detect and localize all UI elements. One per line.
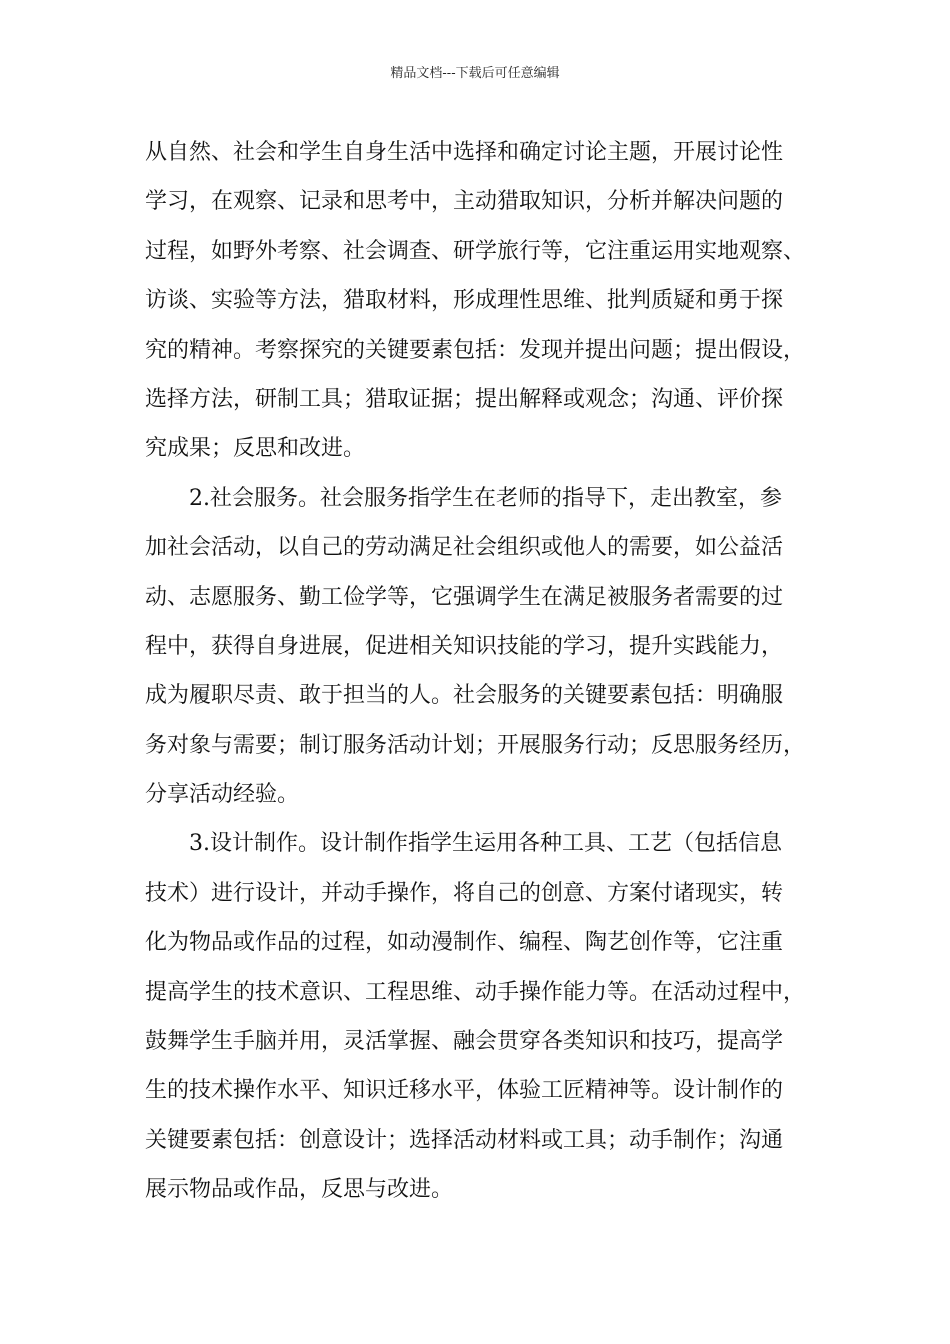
paragraph-first-line: 2.社会服务。社会服务指学生在老师的指导下，走出教室，参 — [189, 485, 782, 511]
text-line: 过程，如野外考察、社会调查、研学旅行等，它注重运用实地观察、 — [145, 238, 806, 264]
text-line: 程中，获得自身进展，促进相关知识技能的学习，提升实践能力， — [145, 633, 784, 659]
text-line: 从自然、社会和学生自身生活中选择和确定讨论主题，开展讨论性 — [145, 140, 784, 165]
document-body — [145, 128, 815, 1215]
text-line: 技术）进行设计，并动手操作，将自己的创意、方案付诸现实，转 — [145, 880, 784, 906]
text-line: 究成果；反思和改进。 — [145, 436, 366, 462]
text-line: 究的精神。考察探究的关键要素包括：发现并提出问题；提出假设， — [145, 337, 806, 363]
paragraph-social-service — [145, 474, 815, 820]
paragraph-design-making — [145, 819, 815, 1214]
text-line: 鼓舞学生手脑并用，灵活掌握、融会贯穿各类知识和技巧，提高学 — [145, 1029, 784, 1055]
text-line: 化为物品或作品的过程，如动漫制作、编程、陶艺创作等，它注重 — [145, 930, 784, 956]
text-line: 选择方法，研制工具；猎取证据；提出解释或观念；沟通、评价探 — [145, 386, 784, 412]
text-line: 学习，在观察、记录和思考中，主动猎取知识，分析并解决问题的 — [145, 189, 784, 215]
text-line: 关键要素包括：创意设计；选择活动材料或工具；动手制作；沟通 — [145, 1127, 784, 1153]
text-line: 展示物品或作品，反思与改进。 — [145, 1177, 454, 1203]
text-line: 务对象与需要；制订服务活动计划；开展服务行动；反思服务经历， — [145, 732, 806, 758]
text-line: 提高学生的技术意识、工程思维、动手操作能力等。在活动过程中， — [145, 979, 806, 1005]
text-line: 动、志愿服务、勤工俭学等，它强调学生在满足被服务者需要的过 — [145, 584, 784, 610]
text-line: 访谈、实验等方法，猎取材料，形成理性思维、批判质疑和勇于探 — [145, 288, 784, 314]
text-line: 成为履职尽责、敢于担当的人。社会服务的关键要素包括：明确服 — [145, 683, 784, 709]
text-line: 加社会活动，以自己的劳动满足社会组织或他人的需要，如公益活 — [145, 535, 784, 561]
text-line: 生的技术操作水平、知识迁移水平，体验工匠精神等。设计制作的 — [145, 1078, 784, 1104]
paragraph-first-line: 3.设计制作。设计制作指学生运用各种工具、工艺（包括信息 — [189, 831, 782, 857]
paragraph-inquiry — [145, 128, 815, 474]
text-line: 分享活动经验。 — [145, 782, 300, 808]
page-header: 精品文档---下载后可任意编辑 — [390, 66, 560, 81]
